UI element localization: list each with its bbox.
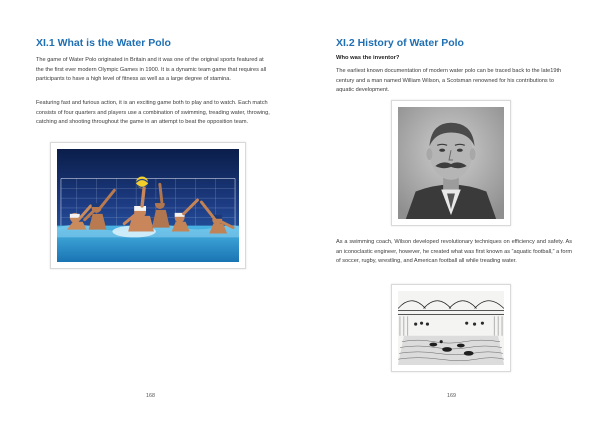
right-page [300, 0, 600, 424]
description-paragraph: Featuring fast and furious action, it is an exciting game both to play and to watch. Each match consists of four quarters and players use a combination of swimming, treading water, throwing, catching and shooting throughout the game in an attempt to beat the opposition team. [36, 100, 270, 126]
historic-pool-engraving [391, 284, 511, 372]
section-heading: XI.2 History of Water Polo [336, 37, 464, 49]
portrait-icon [398, 107, 504, 219]
subheading: Who was the inventor? [336, 55, 400, 61]
water-polo-photo [50, 142, 246, 269]
history-paragraph: The earliest known documentation of modern water polo can be traced back to the late19th century and a man named William Wilson, a Scotsman renowned for his contributions to aquatic development. [336, 68, 562, 94]
engraving-icon [398, 291, 504, 365]
intro-paragraph: The game of Water Polo originated in Britain and it was one of the original sports featured at the the first ever modern Olympic Games in 1900. It is a dynamic team game that requires all participants to have a high level of fitness as well as a large degree of stamina. [36, 57, 267, 83]
inventor-paragraph: As a swimming coach, Wilson developed revolutionary techniques on efficiency and safety. As an iconoclastic engineer, however, he created what was first known as “aquatic football,” a form of soccer, rugby, wrestling, and American football all while treading water. [336, 239, 572, 265]
section-heading: XI.1 What is the Water Polo [36, 37, 171, 49]
page-number: 168 [146, 393, 155, 399]
page-number: 169 [447, 393, 456, 399]
william-wilson-portrait [391, 100, 511, 226]
water-polo-icon [57, 149, 239, 262]
